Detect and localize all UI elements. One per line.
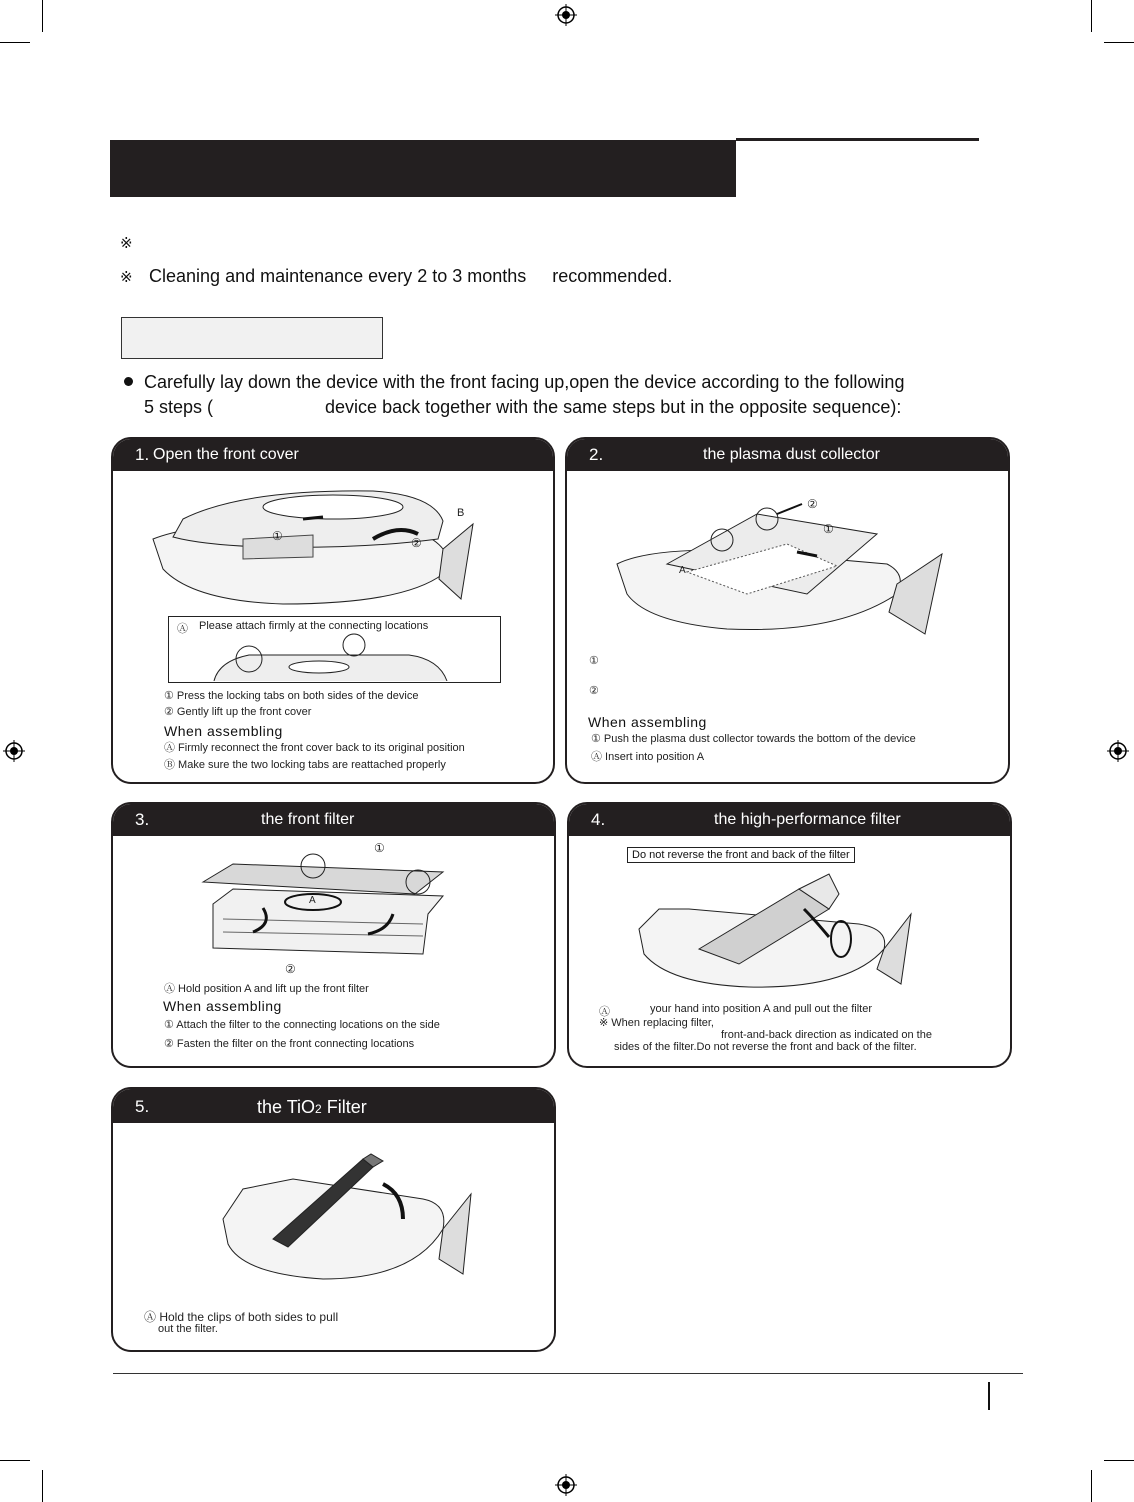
dust-collector-illustration <box>607 494 947 644</box>
registration-mark-icon <box>555 4 577 26</box>
step-line: sides of the filter.Do not reverse the front and back of the filter. <box>614 1041 917 1053</box>
diagram-label: A <box>309 895 316 906</box>
assembly-line: ① Attach the filter to the connecting locations on the side <box>164 1019 440 1031</box>
registration-mark-icon <box>1107 740 1129 762</box>
crop-mark <box>1104 1460 1134 1461</box>
note-2-text: Cleaning and maintenance every 2 to 3 months <box>149 266 527 286</box>
diagram-label: ② <box>411 536 422 550</box>
step-line: ① Press the locking tabs on both sides of the device <box>164 690 419 702</box>
when-assembling-heading: When assembling <box>588 714 707 730</box>
step-line: front-and-back direction as indicated on the <box>721 1029 932 1041</box>
high-performance-filter-illustration <box>629 869 919 994</box>
callout-mark: Ⓐ <box>177 623 188 635</box>
step-title-subscript: 2 <box>315 1102 322 1116</box>
crop-mark <box>42 0 43 32</box>
diagram-label: ① <box>374 841 385 855</box>
step-title: the high-performance filter <box>714 811 901 828</box>
diagram-label: A <box>679 565 686 576</box>
diagram-label: B <box>457 507 465 519</box>
section-header-bar <box>110 140 736 197</box>
step-line: Ⓐ Hold position A and lift up the front filter <box>164 983 369 995</box>
step-number: 4. <box>591 810 606 829</box>
crop-mark <box>0 42 30 43</box>
step-line: Ⓐ Hold the clips of both sides to pull <box>144 1310 339 1324</box>
panel-header <box>113 439 553 471</box>
registration-mark-icon <box>555 1474 577 1496</box>
tio2-filter-illustration <box>213 1149 478 1299</box>
step-panel-5 <box>111 1087 556 1352</box>
callout-box: Do not reverse the front and back of the filter <box>627 847 855 863</box>
bullet-icon <box>124 377 133 386</box>
panel-header <box>113 804 554 836</box>
step-number: 2. <box>589 445 604 464</box>
step-panel-4 <box>567 802 1012 1068</box>
step-title <box>257 1097 367 1118</box>
step-title: the front filter <box>261 811 355 828</box>
step-panel-1 <box>111 437 555 784</box>
assembly-line: Ⓑ Make sure the two locking tabs are reattached properly <box>164 759 446 771</box>
crop-mark <box>1091 0 1092 32</box>
crop-mark <box>1104 42 1134 43</box>
registration-mark-icon <box>3 740 25 762</box>
diagram-label: ② <box>807 497 818 511</box>
step-line: out the filter. <box>158 1323 218 1335</box>
assembly-line: Ⓐ Firmly reconnect the front cover back to its original position <box>164 742 465 754</box>
header-rule <box>736 138 979 141</box>
crop-mark <box>1091 1470 1092 1502</box>
callout-text: Please attach firmly at the connecting locations <box>199 620 429 632</box>
step-mark: ① <box>589 655 599 667</box>
note-2-tail: recommended. <box>552 266 673 286</box>
step-number: 3. <box>135 810 150 829</box>
step-title-main: the TiO <box>257 1097 316 1117</box>
intro-line-2 <box>144 397 901 418</box>
step-line: your hand into position A and pull out the filter <box>650 1003 872 1015</box>
footer-rule <box>113 1373 1023 1374</box>
intro-line-2-end: device back together with the same steps but in the opposite sequence): <box>325 397 902 417</box>
when-assembling-heading: When assembling <box>163 998 282 1014</box>
diagram-label: ① <box>823 522 834 536</box>
assembly-line: Ⓐ Insert into position A <box>591 751 705 763</box>
open-cover-illustration <box>143 479 483 609</box>
step-line: ② Gently lift up the front cover <box>164 706 312 718</box>
reference-mark-icon: ※ <box>120 269 133 286</box>
step-title: the plasma dust collector <box>703 446 880 463</box>
front-filter-illustration <box>193 844 453 974</box>
step-panel-3 <box>111 802 556 1068</box>
reference-mark-icon: ※ <box>120 235 133 252</box>
step-number: 5. <box>135 1097 150 1116</box>
step-mark: ② <box>589 685 599 697</box>
note-1 <box>120 232 144 253</box>
crop-mark <box>42 1470 43 1502</box>
panel-header <box>569 804 1010 836</box>
subheading-box <box>121 317 383 359</box>
panel-header <box>113 1089 554 1123</box>
note-2 <box>120 266 672 287</box>
assembly-line: ② Fasten the filter on the front connecting locations <box>164 1038 415 1050</box>
page-number-divider <box>988 1382 990 1410</box>
step-title-suffix: Filter <box>321 1097 367 1117</box>
connecting-location-illustration <box>209 633 449 681</box>
step-number: 1. <box>135 445 150 464</box>
crop-mark <box>0 1460 30 1461</box>
step-mark: Ⓐ <box>599 1006 610 1018</box>
step-line: ※ When replacing filter, <box>599 1017 714 1029</box>
assembly-line: ① Push the plasma dust collector towards the bottom of the device <box>591 733 916 745</box>
panel-header <box>567 439 1008 471</box>
intro-line-2-start: 5 steps ( <box>144 397 214 417</box>
when-assembling-heading: When assembling <box>164 723 283 739</box>
diagram-label: ② <box>285 962 296 976</box>
step-panel-2 <box>565 437 1010 784</box>
step-title: Open the front cover <box>153 446 299 463</box>
diagram-label: ① <box>272 529 283 543</box>
callout-box <box>168 616 501 683</box>
intro-line-1: Carefully lay down the device with the front facing up,open the device according to the following <box>144 372 905 392</box>
